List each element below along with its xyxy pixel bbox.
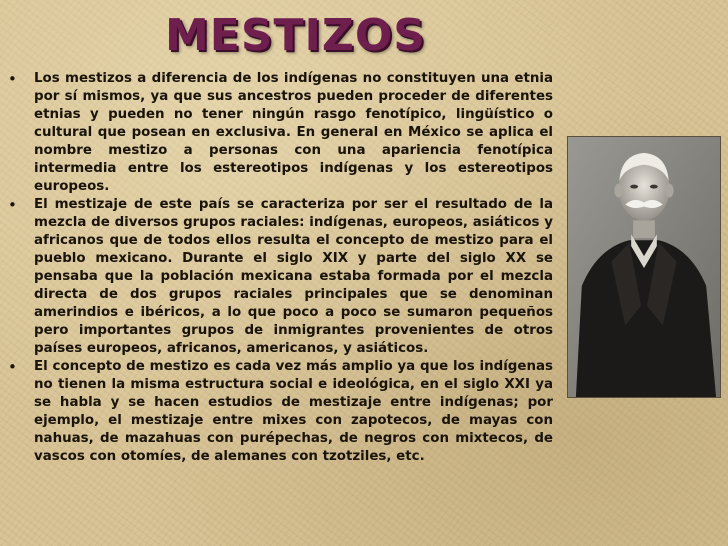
bullet-item: [0, 70, 560, 196]
bullet-text: El concepto de mestizo es cada vez más amplio ya que los indígenas no tienen la misma estructura social e ideológica, en el siglo XXI ya se habla y se hacen estudios de mestizaje entre indígenas; por ejemplo, el mestizaje entre mixes con zapotecos, de mayas con nahuas, de mazahuas con purépechas, de negros con mixtecos, de vascos con otomíes, de alemanes con tzotziles, etc.: [34, 359, 553, 464]
bullet-text: Los mestizos a diferencia de los indígenas no constituyen una etnia por sí mismos, ya que sus ancestros pueden proceder de diferentes etnias y pueden no tener ningún rasgo fenotípico, lingüístico o cultural que posean en exclusiva. En general en México se aplica el nombre mestizo a personas con una apariencia fenotípica intermedia entre los estereotipos indígenas y los estereotipos europeos.: [34, 71, 553, 194]
portrait-illustration: [568, 137, 720, 397]
bullet-marker: •: [8, 70, 17, 88]
bullet-marker: •: [8, 358, 17, 376]
bullet-text: El mestizaje de este país se caracteriza por ser el resultado de la mezcla de diversos grupos raciales: indígenas, europeos, asiáticos y africanos que de todos ellos resulta el concepto de mestizo para el pueblo mexicano. Durante el siglo XIX y parte del siglo XX se pensaba que la población mexicana estaba formada por el mezcla directa de dos grupos raciales principales que se denominan amerindios e ibéricos, a lo que poco a poco se sumaron pequeños pero importantes grupos de inmigrantes provenientes de otros países europeos, africanos, americanos, y asiáticos.: [34, 197, 553, 356]
bullet-list: [0, 70, 560, 466]
bullet-marker: •: [8, 196, 17, 214]
slide-title: MESTIZOS: [165, 10, 426, 61]
bullet-item: [0, 196, 560, 358]
portrait-photo: [567, 136, 721, 398]
bullet-item: [0, 358, 560, 466]
